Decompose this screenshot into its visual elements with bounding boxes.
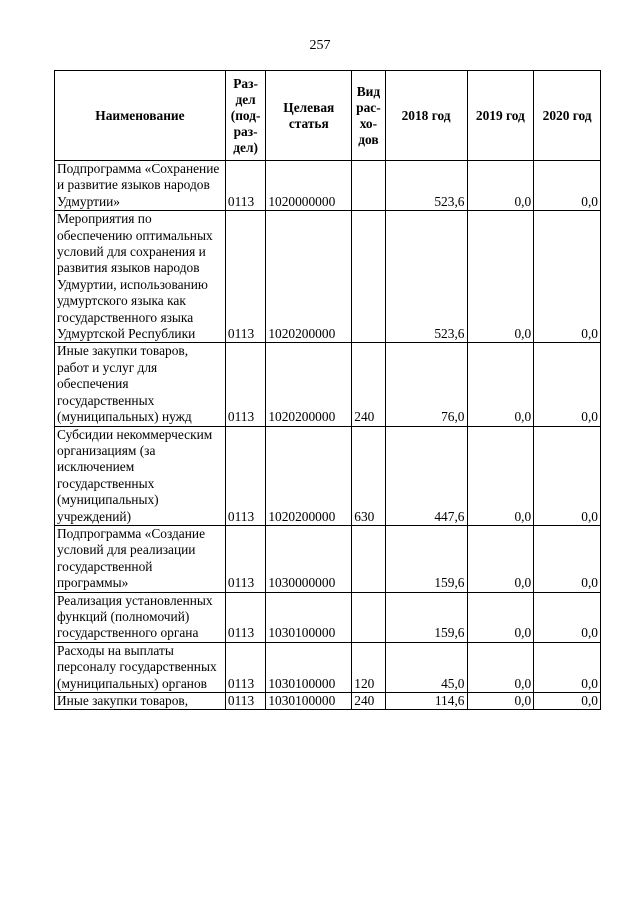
cell-name: Мероприятия по обеспечению оптимальных условий для сохранения и развития языков народов Удмуртии, использованию удмуртского языка как государственного языка Удмуртской Республики xyxy=(55,211,226,343)
cell-y2018: 114,6 xyxy=(385,693,467,710)
cell-y2018: 447,6 xyxy=(385,426,467,525)
header-2018: 2018 год xyxy=(385,71,467,161)
cell-y2020: 0,0 xyxy=(534,525,601,592)
cell-y2020: 0,0 xyxy=(534,693,601,710)
table-row xyxy=(55,161,601,211)
cell-y2020: 0,0 xyxy=(534,426,601,525)
cell-razdel: 0113 xyxy=(225,693,265,710)
cell-y2019: 0,0 xyxy=(467,642,534,692)
header-2020: 2020 год xyxy=(534,71,601,161)
table-row xyxy=(55,343,601,426)
table-body xyxy=(55,161,601,710)
cell-y2019: 0,0 xyxy=(467,161,534,211)
table-row xyxy=(55,592,601,642)
cell-vid xyxy=(352,211,385,343)
cell-y2020: 0,0 xyxy=(534,642,601,692)
cell-name: Иные закупки товаров, работ и услуг для обеспечения государственных (муниципальных) нужд xyxy=(55,343,226,426)
cell-target: 1020200000 xyxy=(266,343,352,426)
table-row xyxy=(55,693,601,710)
cell-razdel: 0113 xyxy=(225,211,265,343)
cell-target: 1020000000 xyxy=(266,161,352,211)
cell-target: 1030100000 xyxy=(266,693,352,710)
cell-y2020: 0,0 xyxy=(534,592,601,642)
cell-y2019: 0,0 xyxy=(467,343,534,426)
cell-vid: 240 xyxy=(352,693,385,710)
cell-y2020: 0,0 xyxy=(534,211,601,343)
cell-y2018: 523,6 xyxy=(385,161,467,211)
cell-razdel: 0113 xyxy=(225,592,265,642)
cell-target: 1030100000 xyxy=(266,592,352,642)
cell-vid: 630 xyxy=(352,426,385,525)
table-row xyxy=(55,426,601,525)
cell-y2020: 0,0 xyxy=(534,161,601,211)
cell-y2019: 0,0 xyxy=(467,592,534,642)
cell-vid xyxy=(352,525,385,592)
cell-target: 1030100000 xyxy=(266,642,352,692)
cell-y2019: 0,0 xyxy=(467,525,534,592)
cell-vid xyxy=(352,592,385,642)
header-2019: 2019 год xyxy=(467,71,534,161)
cell-name: Подпрограмма «Создание условий для реализации государственной программы» xyxy=(55,525,226,592)
cell-name: Реализация установленных функций (полномочий) государственного органа xyxy=(55,592,226,642)
cell-target: 1020200000 xyxy=(266,426,352,525)
cell-vid: 240 xyxy=(352,343,385,426)
cell-target: 1030000000 xyxy=(266,525,352,592)
cell-y2018: 159,6 xyxy=(385,525,467,592)
cell-vid: 120 xyxy=(352,642,385,692)
cell-name: Расходы на выплаты персоналу государственных (муниципальных) органов xyxy=(55,642,226,692)
cell-razdel: 0113 xyxy=(225,642,265,692)
cell-razdel: 0113 xyxy=(225,161,265,211)
header-razdel: Раз- дел (под- раз- дел) xyxy=(225,71,265,161)
cell-razdel: 0113 xyxy=(225,426,265,525)
cell-vid xyxy=(352,161,385,211)
cell-razdel: 0113 xyxy=(225,525,265,592)
page-number: 257 xyxy=(309,38,331,53)
table-row xyxy=(55,642,601,692)
cell-target: 1020200000 xyxy=(266,211,352,343)
table-row xyxy=(55,211,601,343)
cell-name: Подпрограмма «Сохранение и развитие языков народов Удмуртии» xyxy=(55,161,226,211)
table-header-row xyxy=(55,71,601,161)
cell-name: Иные закупки товаров, xyxy=(55,693,226,710)
cell-razdel: 0113 xyxy=(225,343,265,426)
header-vid: Вид рас- хо- дов xyxy=(352,71,385,161)
cell-y2018: 523,6 xyxy=(385,211,467,343)
cell-y2018: 159,6 xyxy=(385,592,467,642)
cell-y2019: 0,0 xyxy=(467,426,534,525)
table-row xyxy=(55,525,601,592)
cell-y2018: 76,0 xyxy=(385,343,467,426)
header-target: Целевая статья xyxy=(266,71,352,161)
cell-y2019: 0,0 xyxy=(467,693,534,710)
header-name: Наименование xyxy=(55,71,226,161)
cell-y2020: 0,0 xyxy=(534,343,601,426)
budget-table xyxy=(54,70,601,710)
cell-y2019: 0,0 xyxy=(467,211,534,343)
cell-y2018: 45,0 xyxy=(385,642,467,692)
cell-name: Субсидии некоммерческим организациям (за исключением государственных (муниципальных) учреждений) xyxy=(55,426,226,525)
